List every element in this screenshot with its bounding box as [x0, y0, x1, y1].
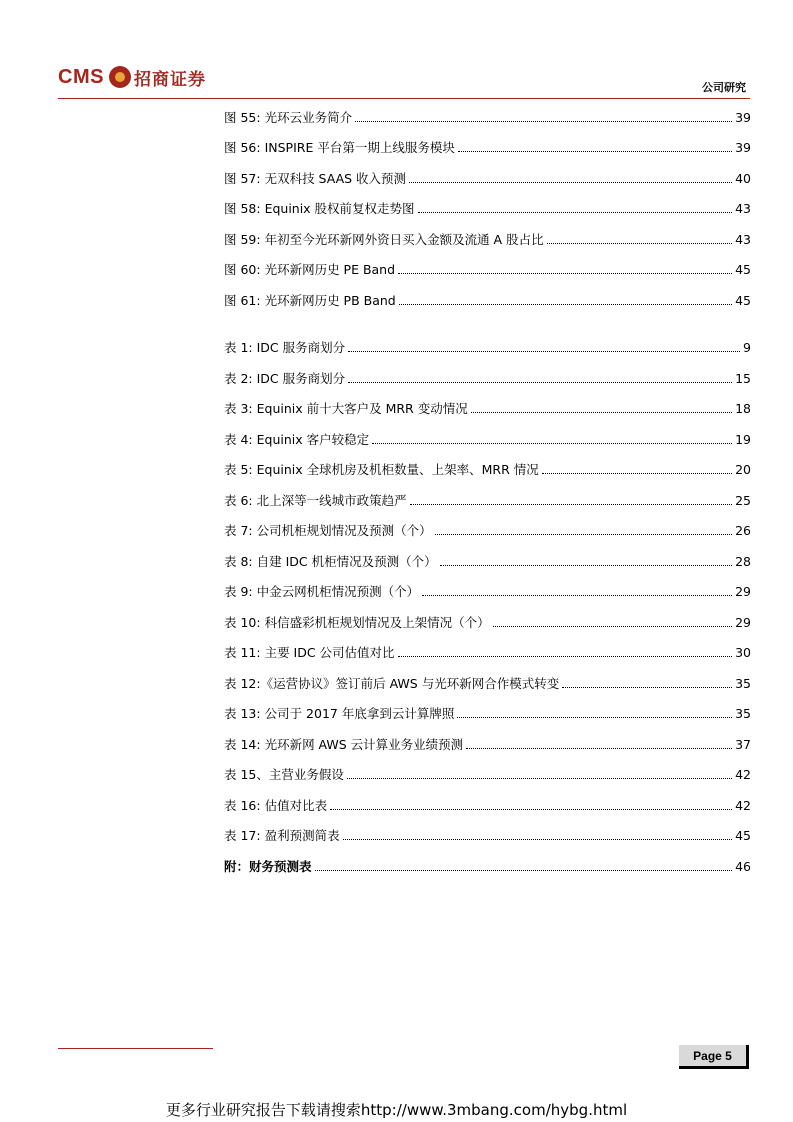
toc-page: 25 [735, 493, 751, 508]
toc-page: 28 [735, 554, 751, 569]
toc-leader [410, 503, 732, 505]
toc-page: 46 [735, 859, 751, 874]
toc-label: 图 61: 光环新网历史 PB Band [224, 293, 396, 308]
toc-page: 35 [735, 706, 751, 721]
toc-label: 表 3: Equinix 前十大客户及 MRR 变动情况 [224, 401, 468, 416]
toc-leader [347, 777, 732, 779]
toc-label: 表 14: 光环新网 AWS 云计算业务业绩预测 [224, 737, 464, 752]
toc-leader [547, 242, 733, 244]
toc-leader [330, 808, 732, 810]
section-label: 公司研究 [702, 81, 746, 94]
toc-label: 表 17: 盈利预测简表 [224, 828, 340, 843]
toc-label: 表 7: 公司机柜规划情况及预测（个） [224, 523, 432, 538]
toc-entry[interactable] [224, 765, 751, 783]
toc-entry[interactable] [224, 430, 751, 448]
logo-cms-text: CMS [58, 65, 104, 88]
toc-entry[interactable] [224, 643, 751, 661]
cms-logo [58, 62, 206, 92]
toc-label: 表 6: 北上深等一线城市政策趋严 [224, 493, 407, 508]
toc-entry[interactable] [224, 674, 751, 692]
toc-leader [399, 303, 732, 305]
toc-entry[interactable] [224, 704, 751, 722]
toc-entry[interactable] [224, 582, 751, 600]
toc-page: 42 [735, 767, 751, 782]
toc-entry[interactable] [224, 796, 751, 814]
toc-label: 表 8: 自建 IDC 机柜情况及预测（个） [224, 554, 437, 569]
toc-page: 35 [735, 676, 751, 691]
toc-leader [440, 564, 732, 566]
toc-page: 9 [743, 340, 751, 355]
toc-leader [418, 211, 733, 213]
toc-page: 39 [735, 110, 751, 125]
toc-leader [348, 350, 740, 352]
toc-entry[interactable] [224, 138, 751, 156]
toc-entry[interactable] [224, 169, 751, 187]
toc-leader [493, 625, 733, 627]
toc-entry[interactable] [224, 260, 751, 278]
toc-label: 图 56: INSPIRE 平台第一期上线服务模块 [224, 140, 455, 155]
toc-label: 表 2: IDC 服务商划分 [224, 371, 346, 386]
toc-label: 表 11: 主要 IDC 公司估值对比 [224, 645, 395, 660]
toc-page: 29 [735, 615, 751, 630]
toc-entry[interactable] [224, 857, 751, 875]
toc-label: 表 1: IDC 服务商划分 [224, 340, 346, 355]
toc-page: 37 [735, 737, 751, 752]
toc-page: 18 [735, 401, 751, 416]
toc-entry[interactable] [224, 338, 751, 356]
toc-label: 图 55: 光环云业务简介 [224, 110, 353, 125]
toc-label: 图 58: Equinix 股权前复权走势图 [224, 201, 415, 216]
toc-page: 45 [735, 828, 751, 843]
logo-emblem-icon [109, 66, 131, 88]
page-header [0, 0, 793, 100]
toc-leader [458, 150, 732, 152]
toc-entry[interactable] [224, 108, 751, 126]
toc-label: 表 5: Equinix 全球机房及机柜数量、上架率、MRR 情况 [224, 462, 539, 477]
toc-label: 表 13: 公司于 2017 年底拿到云计算牌照 [224, 706, 455, 721]
toc-leader [562, 686, 732, 688]
toc-entry[interactable] [224, 735, 751, 753]
toc-entry[interactable] [224, 460, 751, 478]
toc-page: 45 [735, 293, 751, 308]
toc-leader [343, 838, 733, 840]
toc-leader [422, 594, 732, 596]
toc-leader [398, 655, 733, 657]
toc-page: 43 [735, 232, 751, 247]
toc-entry[interactable] [224, 521, 751, 539]
toc-leader [457, 716, 732, 718]
toc-page: 26 [735, 523, 751, 538]
toc-leader [355, 120, 732, 122]
toc-entry[interactable] [224, 369, 751, 387]
toc-page: 20 [735, 462, 751, 477]
page-number-badge: Page 5 [679, 1045, 749, 1069]
toc-label: 附：财务预测表 [224, 859, 312, 874]
toc-entry[interactable] [224, 399, 751, 417]
toc-leader [315, 869, 733, 871]
toc-entry[interactable] [224, 613, 751, 631]
toc-leader [471, 411, 732, 413]
download-notice: 更多行业研究报告下载请搜索http://www.3mbang.com/hybg.html [165, 1101, 628, 1119]
toc-label: 图 59: 年初至今光环新网外资日买入金额及流通 A 股占比 [224, 232, 544, 247]
toc-page: 15 [735, 371, 751, 386]
toc-entry[interactable] [224, 230, 751, 248]
toc-leader [466, 747, 732, 749]
logo-cn-text: 招商证券 [133, 69, 206, 90]
toc-page: 40 [735, 171, 751, 186]
toc-leader [409, 181, 732, 183]
toc-page: 30 [735, 645, 751, 660]
toc-entry[interactable] [224, 291, 751, 309]
toc-page: 39 [735, 140, 751, 155]
footnote-divider [58, 1048, 213, 1049]
toc-leader [435, 533, 732, 535]
toc-entry[interactable] [224, 491, 751, 509]
toc-label: 表 16: 估值对比表 [224, 798, 328, 813]
toc-label: 图 57: 无双科技 SAAS 收入预测 [224, 171, 407, 186]
toc-page: 45 [735, 262, 751, 277]
toc-leader [542, 472, 732, 474]
toc-entry[interactable] [224, 552, 751, 570]
toc-label: 表 4: Equinix 客户较稳定 [224, 432, 370, 447]
toc-leader [348, 381, 732, 383]
toc-entry[interactable] [224, 826, 751, 844]
toc-label: 表 15、主营业务假设 [224, 767, 344, 782]
toc-label: 表 9: 中金云网机柜情况预测（个） [224, 584, 420, 599]
toc-leader [398, 272, 732, 274]
toc-page: 43 [735, 201, 751, 216]
toc-page: 19 [735, 432, 751, 447]
toc-label: 表 10: 科信盛彩机柜规划情况及上架情况（个） [224, 615, 490, 630]
toc-leader [372, 442, 732, 444]
toc-label: 表 12:《运营协议》签订前后 AWS 与光环新网合作模式转变 [224, 676, 560, 691]
toc-entry[interactable] [224, 199, 751, 217]
toc-page: 29 [735, 584, 751, 599]
header-divider [58, 98, 750, 99]
toc-page: 42 [735, 798, 751, 813]
toc-label: 图 60: 光环新网历史 PE Band [224, 262, 396, 277]
